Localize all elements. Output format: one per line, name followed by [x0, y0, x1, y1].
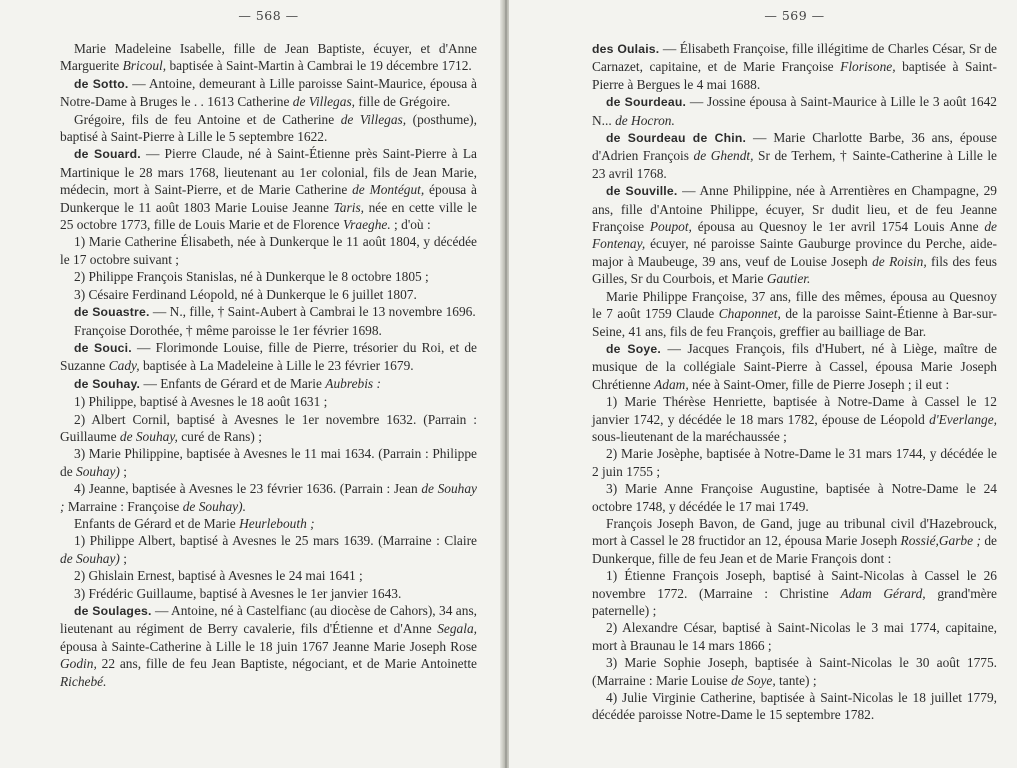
text-run: épousa à Sainte-Catherine à Lille le 18 juin 1767 Jeanne Marie Joseph Rose — [60, 638, 477, 654]
text-run: 2) Albert Cornil, baptisé à Avesnes le 1er novembre 1632. (Parrain : Guillaume — [60, 411, 477, 444]
italic-name: de Villegas, — [292, 94, 356, 110]
text-run: écuyer, né paroisse Sainte Gauburge province du Perche, aide-major à Maubeuge, 39 ans, veuf de Louise Joseph — [592, 236, 997, 269]
paragraph — [592, 619, 997, 654]
entry-paragraph — [592, 129, 997, 182]
text-run: 3) Marie Anne Françoise Augustine, baptisée à Notre-Dame le 24 octobre 1748, y décédée le 17 mai 1749. — [592, 481, 997, 514]
text-run: 4) Julie Virginie Catherine, baptisée à Saint-Nicolas le 18 juillet 1779, décédée paroisse Notre-Dame le 15 septembre 1782. — [592, 690, 997, 723]
entry-paragraph — [592, 340, 997, 393]
text-run: 2) Alexandre César, baptisé à Saint-Nicolas le 3 mai 1774, capitaine, mort à Braunau le 14 mars 1866 ; — [592, 620, 997, 653]
italic-name: Gautier. — [766, 271, 811, 287]
text-run: — Marie Charlotte Barbe, 36 ans, épouse d'Adrien François — [592, 130, 997, 164]
text-run: 2) Marie Josèphe, baptisée à Notre-Dame le 31 mars 1744, y décédée le 2 juin 1755 ; — [592, 446, 997, 479]
text-run: 3) Césaire Ferdinand Léopold, né à Dunkerque le 6 juillet 1807. — [74, 286, 417, 302]
italic-name: de Hocron. — [615, 112, 675, 128]
entry-paragraph — [592, 182, 997, 287]
italic-name: Cady, — [108, 358, 140, 374]
text-run: Sr de Terhem, † Sainte-Catherine à Lille le 23 avril 1768. — [592, 148, 998, 181]
left-page — [0, 0, 503, 768]
text-run: — Jossine épousa à Saint-Maurice à Lille le 3 août 1642 N... — [592, 94, 997, 128]
entry-headword: de Sourdeau de Chin. — [606, 131, 747, 146]
entry-paragraph — [592, 93, 997, 129]
italic-name: de Villegas, — [340, 111, 407, 127]
text-run: grand'mère paternelle) ; — [592, 585, 997, 618]
text-run: Françoise Dorothée, † même paroisse le 1er février 1698. — [74, 322, 382, 338]
entry-headword: de Soulages. — [74, 604, 152, 618]
paragraph — [60, 393, 477, 410]
page-text — [592, 40, 997, 724]
page-text — [60, 40, 477, 690]
italic-name: de Soye, — [731, 672, 776, 688]
text-run: ; — [119, 463, 127, 479]
entry-headword: de Souville. — [606, 184, 678, 199]
text-run: — Enfants de Gérard et de Marie — [140, 375, 326, 391]
text-run: née en cette ville le 25 octobre 1773, fille de Louis Marie et de Florence — [60, 199, 477, 233]
text-run: épousa au Quesnoy le 1er avril 1754 Louis Anne — [691, 219, 985, 235]
text-run: baptisée à Saint-Pierre à Bergues le 4 mai 1688. — [592, 59, 997, 92]
entry-headword: de Souhay. — [74, 376, 141, 391]
entry-paragraph — [60, 145, 477, 233]
entry-headword: de Sotto. — [74, 76, 129, 91]
paragraph — [60, 411, 477, 446]
text-run: 2) Ghislain Ernest, baptisé à Avesnes le 24 mai 1641 ; — [74, 568, 363, 584]
text-run: — N., fille, † Saint-Aubert à Cambrai le 13 novembre 1696. — [149, 304, 476, 320]
text-run: fille de Grégoire. — [355, 94, 451, 110]
text-run: fils des feus Gilles, Sr du Courbois, et Marie — [592, 253, 997, 287]
text-run: baptisée à Saint-Martin à Cambrai le 19 décembre 1712. — [166, 58, 472, 74]
entry-headword: de Sourdeau. — [606, 95, 687, 110]
text-run: dont : — [860, 550, 892, 566]
text-run: — Anne Philippine, née à Arrentières en Champagne, 29 ans, fille d'Antoine Philippe, écuyer, Sr dudit lieu, et de feu Jeanne Françoise — [592, 183, 997, 235]
paragraph — [60, 111, 477, 146]
paragraph — [592, 689, 997, 724]
text-run: — Pierre Claude, né à Saint-Étienne près Saint-Pierre à La Martinique le 28 mars 1768, lieutenant au 1er colonial, fils de Jean Marie, médecin, mort à Saint-Pierre, et de Marie Catherine — [60, 146, 477, 198]
italic-name: de Souhay, — [119, 428, 178, 444]
text-run: de Dunkerque, fille de feu Jean et de Marie François — [592, 533, 997, 566]
text-run: Enfants de Gérard et de Marie — [74, 515, 240, 531]
paragraph — [60, 445, 477, 480]
text-run: curé de Rans) ; — [177, 428, 262, 444]
entry-headword: de Souard. — [74, 147, 141, 162]
italic-name: de Souhay). — [182, 498, 246, 514]
entry-paragraph — [60, 339, 477, 375]
text-run: — Jacques François, fils d'Hubert, né à Liège, maître de musique de la collégiale Saint-Pierre à Cassel, épousa Marie Joseph Chrétienne — [592, 340, 997, 392]
entry-headword: de Souci. — [74, 340, 132, 355]
paragraph — [60, 480, 477, 515]
text-run: tante) ; — [775, 672, 817, 688]
italic-name: Souhay) — [76, 463, 120, 479]
text-run: 1) Marie Thérèse Henriette, baptisée à Notre-Dame à Cassel le 12 janvier 1742, y décédée le 18 mars 1782, épouse de Léopold — [592, 394, 997, 427]
text-run: 3) Marie Philippine, baptisée à Avesnes le 11 mai 1634. (Parrain : Philippe de — [60, 446, 477, 479]
text-run: 1) Philippe, baptisé à Avesnes le 18 août 1631 ; — [74, 394, 328, 410]
italic-name: de Roisin, — [872, 253, 927, 269]
italic-name: Poupot, — [649, 219, 692, 235]
text-run: Grégoire, fils de feu Antoine et de Catherine — [74, 111, 341, 127]
text-run: Marie Madeleine Isabelle, fille de Jean Baptiste, écuyer, et d'Anne Marguerite — [60, 41, 477, 74]
text-run: — Florimonde Louise, fille de Pierre, trésorier du Roi, et de Suzanne — [60, 339, 477, 374]
entry-paragraph — [60, 602, 477, 690]
text-run: sous-lieutenant de la maréchaussée ; — [592, 428, 787, 444]
italic-name: Bricoul, — [122, 58, 167, 74]
italic-name: Rossié, — [900, 533, 939, 549]
paragraph — [592, 515, 997, 567]
italic-name: Heurlebouth ; — [239, 515, 315, 531]
entry-paragraph — [60, 75, 477, 111]
text-run: — Antoine, demeurant à Lille paroisse Saint-Maurice, épousa à Notre-Dame à Bruges le . . 1613 Catherine — [60, 75, 477, 110]
paragraph — [60, 532, 477, 567]
paragraph — [60, 322, 477, 339]
text-run: Marie Philippe Françoise, 37 ans, fille des mêmes, épousa au Quesnoy le 7 août 1759 Claude — [592, 288, 997, 322]
text-run: 1) Étienne François Joseph, baptisé à Saint-Nicolas à Cassel le 26 novembre 1772. (Marraine : Christine — [592, 568, 997, 601]
entry-paragraph — [60, 303, 477, 321]
paragraph — [60, 40, 477, 75]
italic-name: Adam, — [654, 376, 689, 392]
italic-name: de Souhay ; — [60, 481, 477, 514]
text-run: 1) Philippe Albert, baptisé à Avesnes le 25 mars 1639. (Marraine : Claire — [74, 533, 477, 549]
italic-name: Aubrebis : — [325, 375, 381, 391]
italic-name: de Ghendt, — [693, 148, 754, 164]
paragraph — [592, 445, 997, 480]
text-run: 3) Frédéric Guillaume, baptisé à Avesnes le 1er janvier 1643. — [74, 585, 402, 601]
text-run: ; — [119, 550, 127, 566]
text-run: — Élisabeth Françoise, fille illégitime de Charles César, Sr de Carnazet, capitaine, et de Marie Françoise — [592, 41, 997, 75]
text-run: 22 ans, fille de feu Jean Baptiste, négociant, et de Marie Antoinette — [96, 656, 477, 672]
italic-name: Chaponnet, — [718, 306, 781, 322]
text-run: baptisée à La Madeleine à Lille le 23 février 1679. — [139, 358, 414, 374]
italic-name: de Fontenay, — [592, 219, 997, 252]
italic-name: de Montégut, — [352, 182, 425, 198]
entry-headword: des Oulais. — [592, 42, 660, 56]
page-number: — 568 — — [238, 8, 299, 23]
italic-name: Segala, — [437, 621, 477, 637]
text-run: 2) Philippe François Stanislas, né à Dunkerque le 8 octobre 1805 ; — [74, 269, 429, 285]
italic-name: Garbe ; — [938, 533, 981, 549]
text-run: (posthume), baptisé à Saint-Pierre à Lille le 5 septembre 1622. — [60, 111, 477, 145]
text-run: Marraine : Françoise — [64, 498, 183, 514]
italic-name: Taris, — [333, 199, 364, 215]
text-run: épousa à Dunkerque le 11 août 1803 Marie Louise Jeanne — [60, 182, 477, 215]
italic-name: d'Everlange, — [929, 411, 997, 427]
paragraph — [60, 286, 477, 303]
entry-headword: de Soye. — [606, 341, 661, 356]
paragraph — [60, 585, 477, 602]
text-run: 3) Marie Sophie Joseph, baptisée à Saint-Nicolas le 30 août 1775. (Marraine : Marie Louise — [592, 655, 997, 688]
italic-name: Vraeghe. — [342, 217, 391, 233]
text-run: — Antoine, né à Castelfianc (au diocèse de Cahors), 34 ans, lieutenant au régiment de Berry cavalerie, fils d'Étienne et d'Anne — [60, 603, 478, 637]
paragraph — [60, 268, 477, 285]
paragraph — [60, 233, 477, 268]
entry-paragraph — [592, 40, 997, 93]
text-run: 4) Jeanne, baptisée à Avesnes le 23 février 1636. (Parrain : Jean — [74, 481, 422, 497]
paragraph — [592, 480, 997, 515]
italic-name: Godin, — [60, 656, 97, 672]
right-page — [509, 0, 1017, 768]
text-run: née à Saint-Omer, fille de Pierre Joseph ; il eut : — [688, 376, 950, 392]
italic-name: Richebé. — [60, 673, 107, 689]
paragraph — [592, 288, 997, 340]
paragraph — [592, 654, 997, 689]
italic-name: de Souhay) — [60, 550, 120, 566]
text-run: François Joseph Bavon, de Gand, juge au tribunal civil d'Hazebrouck, mort à Cassel le 28 fructidor an 12, épousa Marie Joseph — [592, 515, 997, 549]
paragraph — [592, 393, 997, 445]
italic-name: Adam Gérard, — [840, 585, 926, 601]
paragraph — [60, 567, 477, 584]
page-number: — 569 — — [764, 8, 825, 23]
text-run: ; d'où : — [390, 217, 431, 233]
entry-paragraph — [60, 375, 477, 393]
text-run: de la paroisse Saint-Étienne à Bar-sur-Seine, 41 ans, fils de feu François, greffier au bailliage de Bar. — [592, 306, 997, 339]
text-run: 1) Marie Catherine Élisabeth, née à Dunkerque le 11 août 1804, y décédée le 17 octobre suivant ; — [60, 234, 477, 267]
paragraph — [60, 515, 477, 532]
entry-headword: de Souastre. — [74, 305, 150, 320]
paragraph — [592, 567, 997, 619]
italic-name: Florisone, — [840, 59, 896, 75]
